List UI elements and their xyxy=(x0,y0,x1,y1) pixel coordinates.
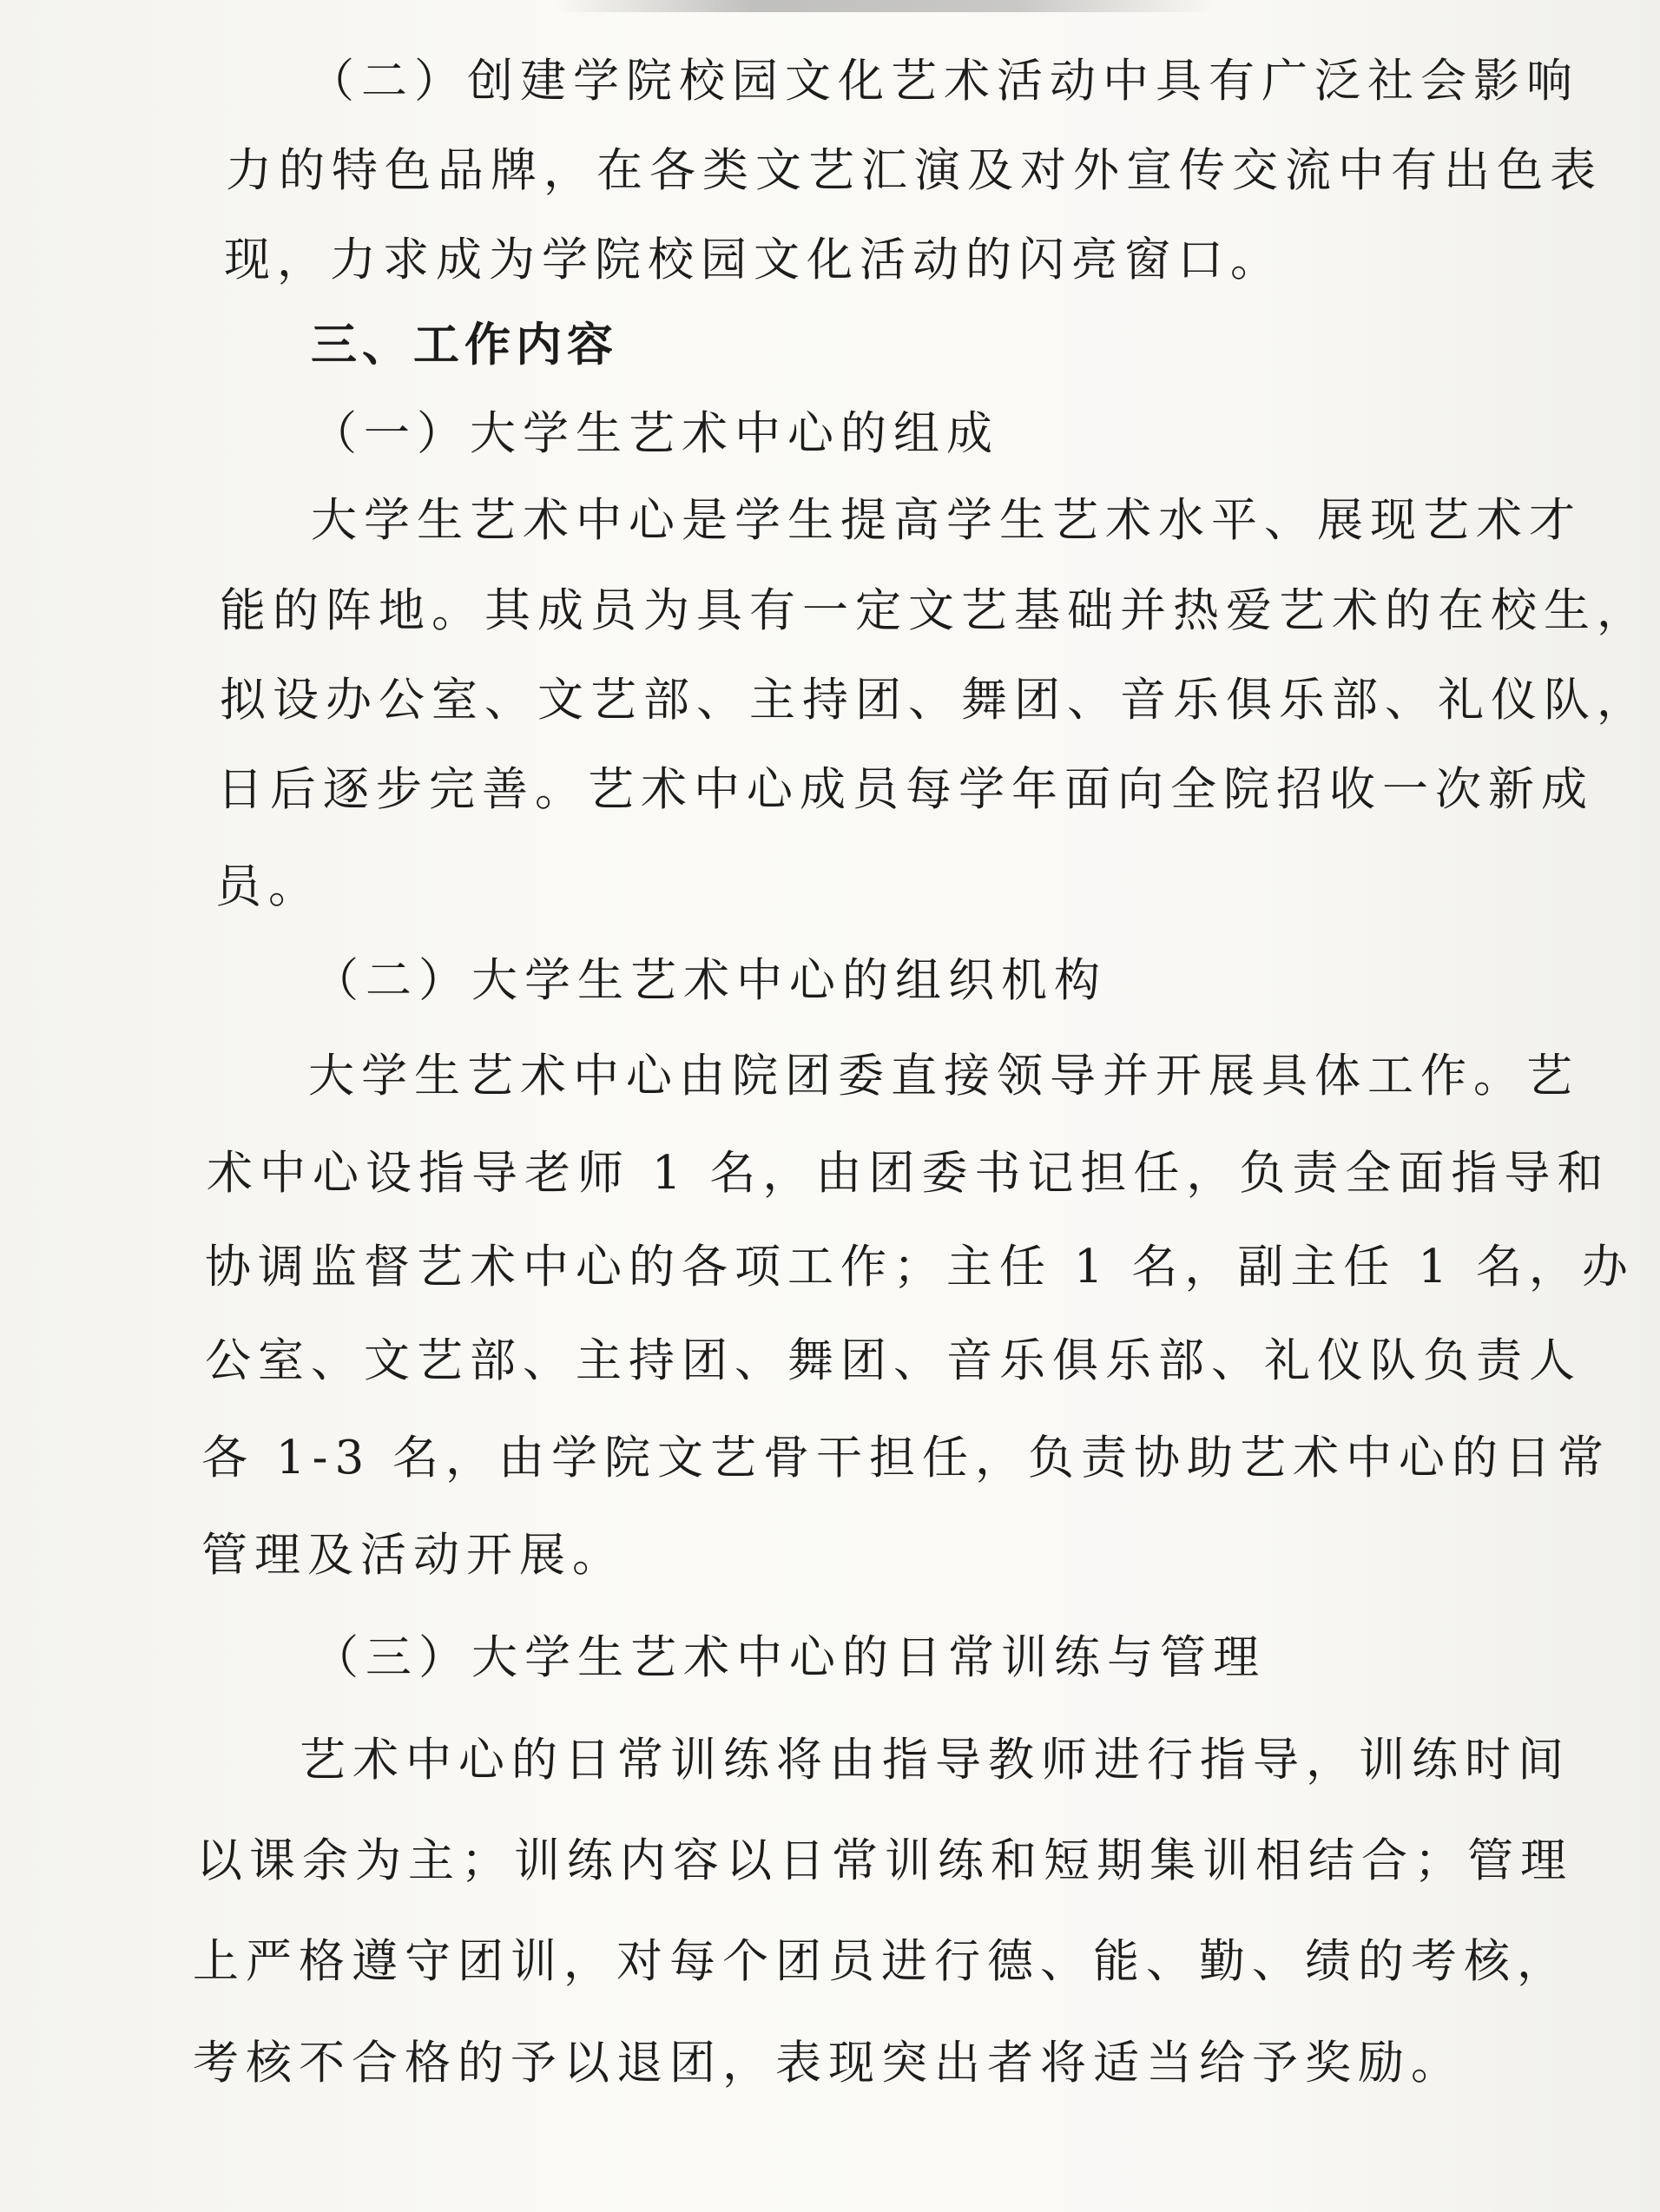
scan-smudge xyxy=(556,0,1215,12)
subheading-organization: （二）大学生艺术中心的组织机构 xyxy=(313,954,1107,1007)
text-line-19: 艺术中心的日常训练将由指导教师进行指导，训练时间 xyxy=(300,1734,1571,1787)
text-line-15: 公室、文艺部、主持团、舞团、音乐俱乐部、礼仪队负责人 xyxy=(205,1334,1582,1387)
text-line-10: 员。 xyxy=(215,860,321,913)
subheading-composition: （一）大学生艺术中心的组成 xyxy=(311,407,999,460)
text-line-22: 考核不合格的予以退团，表现突出者将适当给予奖励。 xyxy=(193,2037,1464,2090)
section-heading-work-content: 三、工作内容 xyxy=(311,319,618,372)
text-line-1: （二）创建学院校园文化艺术活动中具有广泛社会影响 xyxy=(308,55,1579,108)
subheading-training: （三）大学生艺术中心的日常训练与管理 xyxy=(313,1631,1266,1684)
text-line-21: 上严格遵守团训，对每个团员进行德、能、勤、绩的考核， xyxy=(193,1935,1570,1988)
text-line-3: 现，力求成为学院校园文化活动的闪亮窗口。 xyxy=(224,234,1283,286)
text-line-8: 拟设办公室、文艺部、主持团、舞团、音乐俱乐部、礼仪队， xyxy=(220,674,1650,727)
text-line-20: 以课余为主；训练内容以日常训练和短期集训相结合；管理 xyxy=(196,1834,1573,1887)
text-line-2: 力的特色品牌，在各类文艺汇演及对外宣传交流中有出色表 xyxy=(226,144,1603,197)
text-line-17: 管理及活动开展。 xyxy=(201,1529,625,1582)
text-line-9: 日后逐步完善。艺术中心成员每学年面向全院招收一次新成 xyxy=(217,763,1594,816)
text-line-7: 能的阵地。其成员为具有一定文艺基础并热爱艺术的在校生， xyxy=(220,584,1650,637)
text-line-14: 协调监督艺术中心的各项工作；主任 1 名，副主任 1 名，办 xyxy=(205,1241,1635,1294)
text-line-6: 大学生艺术中心是学生提高学生艺术水平、展现艺术才 xyxy=(311,494,1582,547)
text-line-13: 术中心设指导老师 1 名，由团委书记担任，负责全面指导和 xyxy=(207,1147,1611,1200)
text-line-16: 各 1-3 名，由学院文艺骨干担任，负责协助艺术中心的日常 xyxy=(201,1432,1611,1485)
text-line-12: 大学生艺术中心由院团委直接领导并开展具体工作。艺 xyxy=(308,1050,1579,1103)
